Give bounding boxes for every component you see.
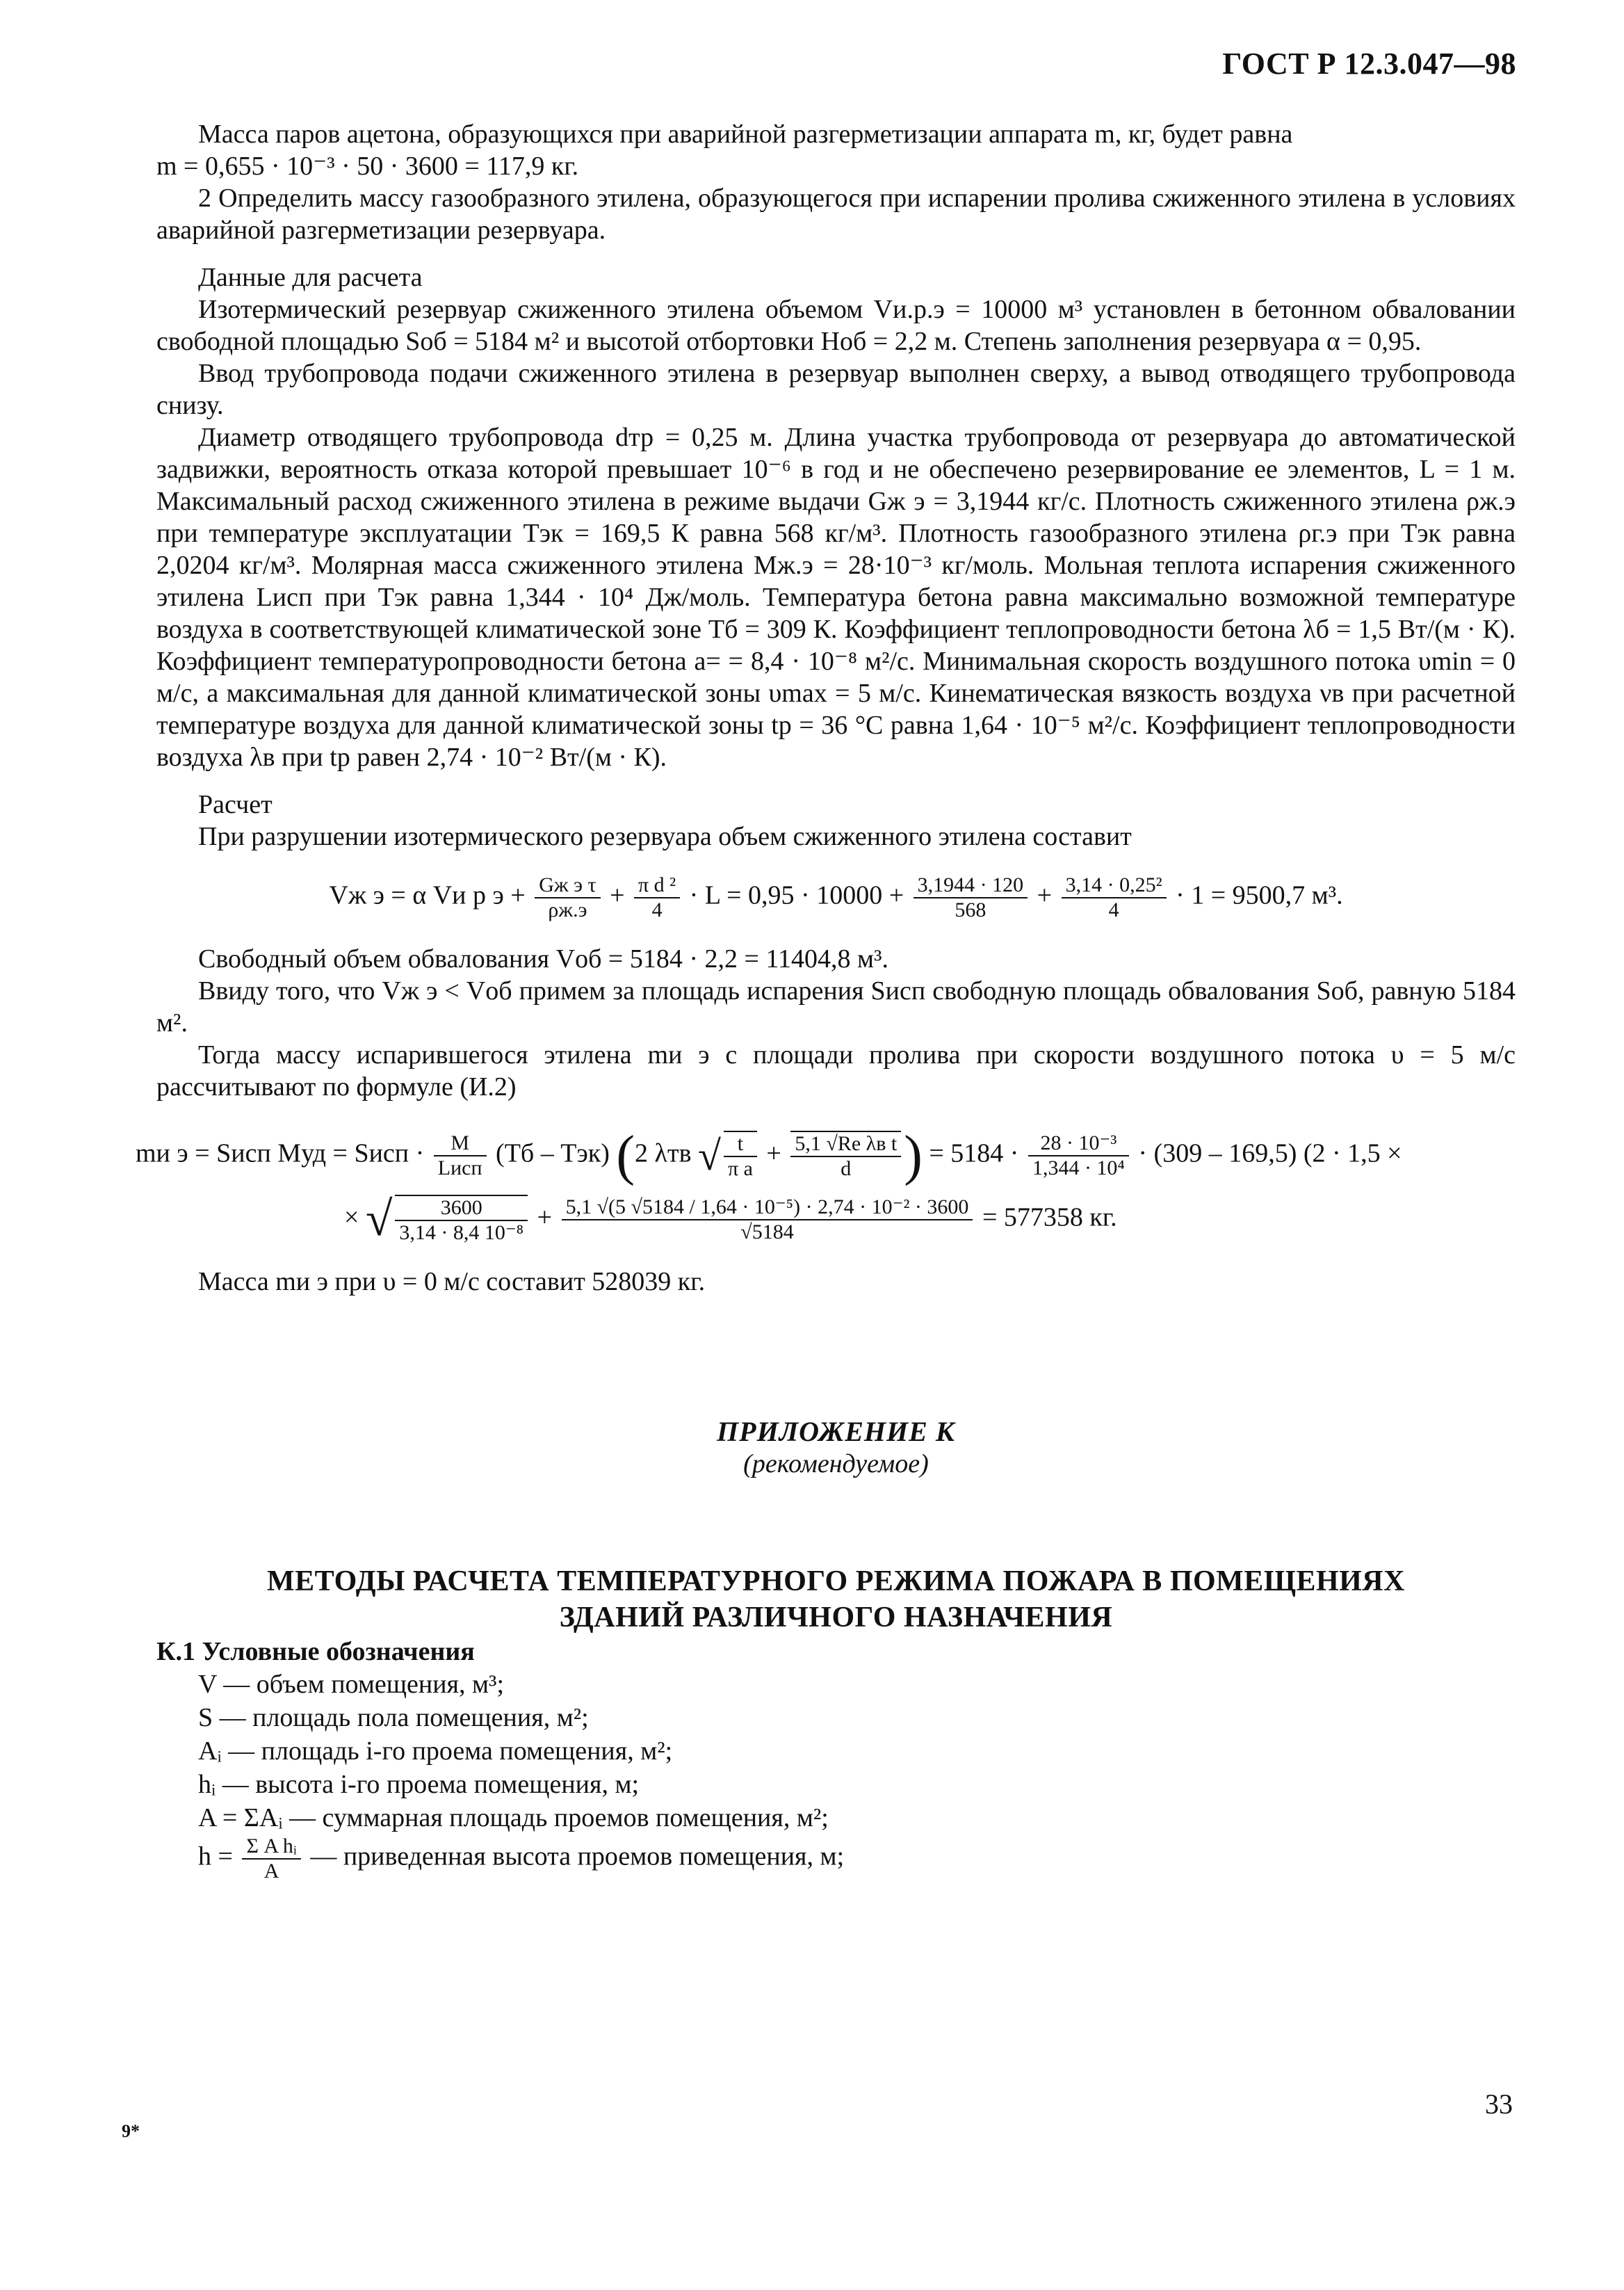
formula-part: 2 λтв bbox=[635, 1138, 692, 1168]
paragraph: Масса mи э при υ = 0 м/с составит 528039 кг. bbox=[198, 1267, 706, 1296]
paragraph: Тогда массу испарившегося этилена mи э с площади пролива при скорости воздушного потока υ = 5 м/с рассчитывают по формуле (И.2) bbox=[156, 1040, 1516, 1102]
paragraph: Свободный объем обвалования Vоб = 5184 · 2,2 = 11404,8 м³. bbox=[198, 944, 888, 974]
fraction bbox=[434, 1131, 487, 1180]
formula-part: Vж э = α Vи р э + bbox=[329, 880, 526, 910]
formula-part: = 5184 · bbox=[929, 1138, 1019, 1168]
fraction-denominator: 4 bbox=[1108, 898, 1119, 921]
fraction-numerator: 3,14 · 0,25² bbox=[1062, 873, 1167, 898]
fraction-numerator: t bbox=[724, 1132, 757, 1157]
fraction bbox=[535, 873, 600, 922]
formula-liquid-volume bbox=[156, 873, 1516, 922]
paragraph: Данные для расчета bbox=[198, 263, 423, 292]
symbol-definition: hᵢ — высота i-го проема помещения, м; bbox=[198, 1770, 640, 1799]
formula-part: — приведенная высота проемов помещения, м; bbox=[310, 1841, 845, 1871]
formula-part: × bbox=[344, 1202, 359, 1232]
appendix-heading bbox=[156, 1416, 1516, 1480]
fraction-denominator: π a bbox=[727, 1157, 753, 1180]
fraction-denominator: A bbox=[263, 1860, 279, 1882]
paragraph: Ввод трубопровода подачи сжиженного этилена в резервуар выполнен сверху, а вывод отводящего трубопровода снизу. bbox=[156, 359, 1516, 420]
signature-mark: 9* bbox=[122, 2121, 140, 2141]
formula-part: + bbox=[610, 880, 625, 910]
fraction-denominator: 3,14 · 8,4 10⁻⁸ bbox=[399, 1221, 524, 1244]
fraction-numerator: 5,1 √(5 √5184 / 1,64 · 10⁻⁵) · 2,74 · 10⁻² · 3600 bbox=[562, 1195, 973, 1220]
paragraph: Диаметр отводящего трубопровода dтр = 0,25 м. Длина участка трубопровода от резервуара до автоматической задвижки, вероятность отказа которой превышает 10⁻⁶ в год и не обеспечено резервирование ее элементов, L = 1 м. Максимальный расход сжиженного этилена в режиме выдачи Gж э = 3,1944 кг/с. Плотность сжиженного этилена ρж.э при температуре эксплуатации Tэк = 169,5 К равна 568 кг/м³. Плотность газообразного этилена ρг.э при Tэк равна 2,0204 кг/м³. Молярная масса сжиженного этилена Mж.э = 28·10⁻³ кг/моль. Мольная теплота испарения сжиженного этилена Lисп при Tэк равна 1,344 · 10⁴ Дж/моль. Температура бетона равна максимально возможной температуре воздуха в соответствующей климатической зоне Tб = 309 К. Коэффициент теплопроводности бетона λб = 1,5 Вт/(м · К). Коэффициент температуропроводности бетона a= = 8,4 · 10⁻⁸ м²/с. Минимальная скорость воздушного потока υmin = 0 м/с, а максимальная для данной климатической зоны υmax = 5 м/с. Кинематическая вязкость воздуха νв при расчетной температуре воздуха для данной климатической зоны tр = 36 °С равна 1,64 · 10⁻⁵ м²/с. Коэффициент теплопроводности воздуха λв при tр равен 2,74 · 10⁻² Вт/(м · К). bbox=[156, 423, 1516, 772]
paragraph: Ввиду того, что Vж э < Vоб примем за площадь испарения Sисп свободную площадь обвалования Sоб, равную 5184 м². bbox=[156, 976, 1516, 1038]
fraction-denominator: √5184 bbox=[740, 1220, 794, 1243]
fraction-numerator: π d ² bbox=[634, 873, 680, 898]
page-body bbox=[136, 118, 1516, 1883]
paragraph: 2 Определить массу газообразного этилена, образующегося при испарении пролива сжиженного этилена в условиях аварийной разгерметизации резервуара. bbox=[156, 184, 1516, 245]
formula-part: = 577358 кг. bbox=[982, 1202, 1117, 1232]
fraction bbox=[914, 873, 1028, 922]
formula-part: + bbox=[1037, 880, 1053, 910]
fraction-denominator: 4 bbox=[651, 898, 663, 921]
formula-acetone-mass: m = 0,655 · 10⁻³ · 50 · 3600 = 117,9 кг. bbox=[156, 152, 579, 181]
fraction bbox=[562, 1195, 973, 1244]
page-number: 33 bbox=[1485, 2088, 1513, 2120]
formula-part: · L = 0,95 · 10000 + bbox=[689, 880, 904, 910]
fraction bbox=[724, 1131, 757, 1181]
fraction bbox=[634, 873, 680, 922]
fraction-numerator: M bbox=[434, 1131, 487, 1156]
fraction-numerator: 3,1944 · 120 bbox=[914, 873, 1028, 898]
section-title-line: МЕТОДЫ РАСЧЕТА ТЕМПЕРАТУРНОГО РЕЖИМА ПОЖАРА В ПОМЕЩЕНИЯХ bbox=[267, 1565, 1405, 1597]
fraction bbox=[790, 1131, 901, 1181]
paragraph: Расчет bbox=[198, 790, 273, 819]
formula-part: (Tб – Tэк) bbox=[496, 1138, 610, 1168]
fraction-denominator: ρж.э bbox=[548, 898, 587, 921]
appendix-subtitle: (рекомендуемое) bbox=[743, 1449, 929, 1478]
formula-part: + bbox=[537, 1202, 553, 1232]
fraction bbox=[1028, 1131, 1129, 1180]
symbol-definition: V — объем помещения, м³; bbox=[198, 1670, 505, 1699]
fraction-numerator: 28 · 10⁻³ bbox=[1028, 1131, 1129, 1156]
symbol-definition: A = ΣAᵢ — суммарная площадь проемов помещения, м²; bbox=[198, 1803, 829, 1832]
formula-part: · 1 = 9500,7 м³. bbox=[1176, 880, 1343, 910]
document-code: ГОСТ Р 12.3.047—98 bbox=[1222, 47, 1516, 81]
symbol-definition: Aᵢ — площадь i-го проема помещения, м²; bbox=[198, 1736, 673, 1766]
paragraph: Масса паров ацетона, образующихся при аварийной разгерметизации аппарата m, кг, будет равна bbox=[198, 120, 1293, 149]
paragraph: При разрушении изотермического резервуара объем сжиженного этилена составит bbox=[198, 822, 1132, 851]
fraction-denominator: Lисп bbox=[437, 1156, 482, 1179]
fraction bbox=[242, 1835, 300, 1883]
formula-evaporated-mass-continued: × √ $\frac{3600}{\text{3,14 · 8,4 10⁻⁸}}$ + $\frac{\text{5,1 √(5 √5184 / 1,64 · 10⁻⁵) · 2,74 · 10⁻² · 3600}}{√5184}$ = 577358 кг. bbox=[344, 1193, 1117, 1246]
fraction-numerator: 3600 bbox=[395, 1196, 528, 1221]
subsection-heading: К.1 Условные обозначения bbox=[156, 1637, 475, 1666]
section-title-line: ЗДАНИЙ РАЗЛИЧНОГО НАЗНАЧЕНИЯ bbox=[559, 1602, 1113, 1634]
fraction bbox=[395, 1195, 528, 1245]
fraction-numerator: Σ A hᵢ bbox=[242, 1835, 300, 1860]
section-title bbox=[156, 1563, 1516, 1636]
symbol-definition bbox=[198, 1835, 1516, 1883]
fraction-numerator: Gж э τ bbox=[535, 873, 600, 898]
formula-evaporated-mass: mи э = Sисп Mуд = Sисп · $\frac{M}{\text{Lисп}}$ (Tб – Tэк) (2 λтв √ $\frac{t}{\text{π a}}$ + $\frac{\text{5,1 √Re λв t}}{d}$ ) = 5184 · $\frac{\text{28 · 10⁻³}}{\text{1,344 · 10⁴}}$ · (309 – 169,5) (2 · 1,5 × bbox=[136, 1125, 1402, 1186]
paragraph: Изотермический резервуар сжиженного этилена объемом Vи.р.э = 10000 м³ установлен в бетонном обваловании свободной площадью Sоб = 5184 м² и высотой отбортовки Hоб = 2,2 м. Степень заполнения резервуара α = 0,95. bbox=[156, 295, 1516, 356]
formula-part: · (309 – 169,5) (2 · 1,5 × bbox=[1138, 1138, 1402, 1168]
appendix-title: ПРИЛОЖЕНИЕ К bbox=[717, 1416, 955, 1447]
fraction-denominator: d bbox=[841, 1157, 852, 1180]
symbol-definition: S — площадь пола помещения, м²; bbox=[198, 1703, 589, 1732]
formula-part: h = bbox=[198, 1841, 233, 1871]
fraction-numerator: 5,1 √Re λв t bbox=[790, 1132, 901, 1157]
fraction bbox=[1062, 873, 1167, 922]
formula-part: mи э = Sисп Mуд = Sисп · bbox=[136, 1138, 425, 1168]
formula-part: + bbox=[766, 1138, 781, 1168]
fraction-denominator: 568 bbox=[955, 898, 986, 921]
fraction-denominator: 1,344 · 10⁴ bbox=[1032, 1156, 1125, 1179]
